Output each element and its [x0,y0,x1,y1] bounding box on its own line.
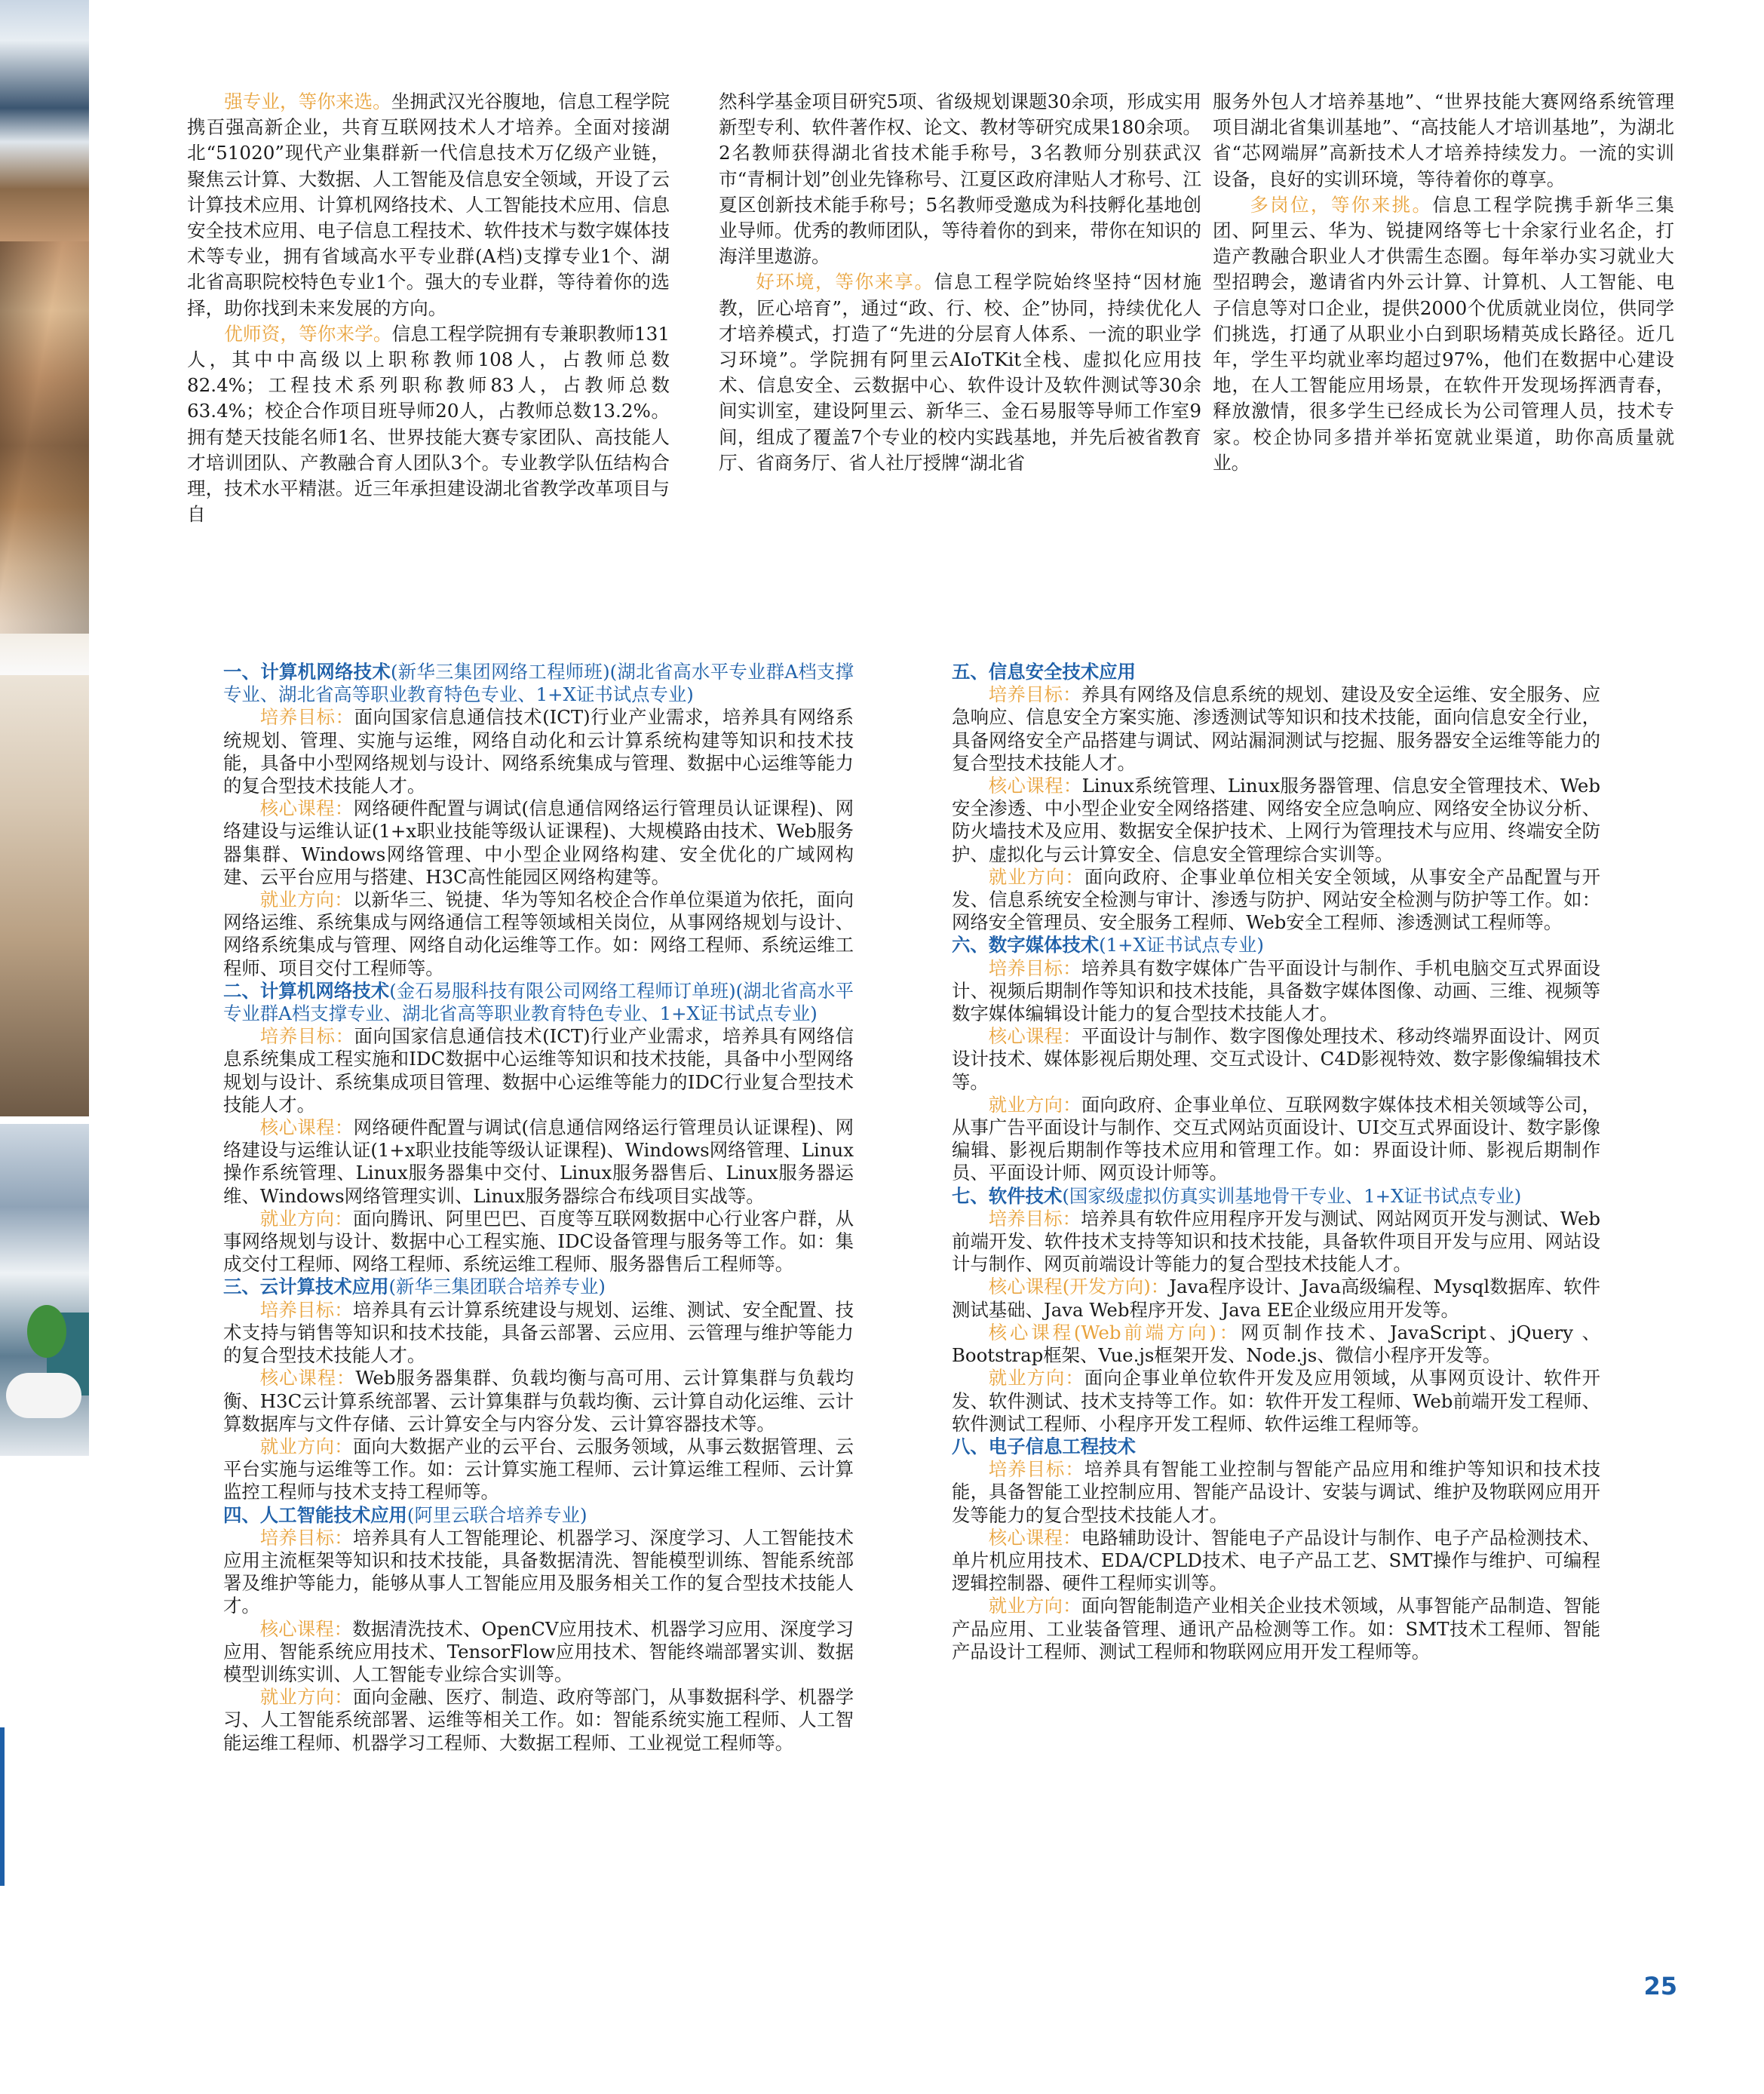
detail-label: 就业方向： [259,1435,353,1457]
major-title: 八、电子信息工程技术 [952,1435,1136,1457]
major-detail [952,1276,1600,1321]
detail-text: Web服务器集群、负载均衡与高可用、云计算集群与负载均衡、H3C云计算系统部署、云计算集群与负载均衡、云计算自动化运维、云计算数据库与文件存储、云计算安全与内容分发、云计算容器技术等。 [223,1367,854,1435]
major-detail [223,797,854,889]
detail-text: 养具有网络及信息系统的规划、建设及安全运维、安全服务、应急响应、信息安全方案实施、渗透测试等知识和技术技能，面向信息安全行业，具备网络安全产品搭建与调试、网站漏洞测试与挖掘、服务器安全运维等能力的复合型技术技能人才。 [952,683,1600,774]
detail-text: 面向政府、企事业单位相关安全领域，从事安全产品配置与开发、信息系统安全检测与审计、渗透与防护、网站安全检测与防护等工作。如：网络安全管理员、安全服务工程师、Web安全工程师、渗透测试工程师等。 [952,865,1600,934]
detail-label: 核心课程： [988,775,1082,797]
detail-text: 数据清洗技术、OpenCV应用技术、机器学习应用、深度学习应用、智能系统应用技术、TensorFlow应用技术、智能终端部署实训、数据模型训练实训、人工智能专业综合实训等。 [223,1617,854,1685]
major-title: 四、人工智能技术应用 [223,1503,407,1526]
detail-text: 网页制作技术、JavaScript、jQuery 、Bootstrap框架、Vue.js框架开发、Node.js、微信小程序开发等。 [952,1321,1600,1367]
major-detail [223,1435,854,1504]
major-detail [223,1367,854,1435]
detail-label: 核心课程： [988,1025,1081,1048]
detail-label: 培养目标： [988,1207,1081,1230]
classroom-interior-photo [0,675,89,1116]
major-detail [223,1527,854,1618]
detail-text: 培养具有云计算系统建设与规划、运维、测试、安全配置、技术支持与销售等知识和技术技能，具备云部署、云应用、云管理与维护等能力的复合型技术技能人才。 [223,1298,854,1367]
major-detail [952,957,1600,1026]
intro-text: 然科学基金项目研究5项、省级规划课题30余项，形成实用新型专利、软件著作权、论文、教材等研究成果180余项。2名教师获得湖北省技术能手称号，3名教师分别获武汉市“青桐计划”创业先锋称号、江夏区政府津贴人才称号、江夏区创新技术能手称号；5名教师受邀成为科技孵化基地创业导师。优秀的教师团队，等待着你的到来，带你在知识的海洋里遨游。 [719,91,1201,268]
detail-label: 核心课程： [988,1526,1081,1549]
major-detail [952,775,1600,866]
detail-text: 面向国家信息通信技术(ICT)行业产业需求，培养具有网络系统规划、管理、实施与运维，网络自动化和云计算系统构建等知识和技术技能，具备中小型网络规划与设计、网络系统集成与管理、数据中心运维等能力的复合型技术技能人才。 [223,706,854,797]
intro-paragraph [1213,89,1674,192]
detail-text: 网络硬件配置与调试(信息通信网络运行管理员认证课程)、网络建设与运维认证(1+x职业技能等级认证课程)、大规模路由技术、Web服务器集群、Windows网络管理、中小型企业网络构建、安全优化的广域网构建、云平台应用与搭建、H3C高性能园区网络构建等。 [223,797,854,888]
detail-text: 面向腾讯、阿里巴巴、百度等互联网数据中心行业客户群，从事网络规划与设计、数据中心工程实施、IDC设备管理与服务等工作。如：集成交付工程师、网络工程师、系统运维工程师、服务器售后工程师等。 [223,1207,854,1276]
major-heading [223,980,854,1025]
intro-paragraph [1213,192,1674,476]
major-heading [952,934,1600,956]
major-detail [952,1458,1600,1527]
detail-text: 面向国家信息通信技术(ICT)行业产业需求，培养具有网络信息系统集成工程实施和IDC数据中心运维等知识和技术技能，具备中小型网络规划与设计、系统集成项目管理、数据中心运维等能力的IDC行业复合型技术技能人才。 [223,1025,854,1116]
major-subtitle: (国家级虚拟仿真实训基地骨干专业、1+X证书试点专业) [1062,1184,1522,1207]
intro-text: 坐拥武汉光谷腹地，信息工程学院携百强高新企业，共育互联网技术人才培养。全面对接湖北“51020”现代产业集群新一代信息技术万亿级产业链，聚焦云计算、大数据、人工智能及信息安全领域，开设了云计算技术应用、计算机网络技术、人工智能技术应用、信息安全技术应用、电子信息工程技术、软件技术与数字媒体技术等专业，拥有省域高水平专业群(A档)支撑专业1个、湖北省高职院校特色专业1个。强大的专业群，等待着你的选择，助你找到未来发展的方向。 [187,91,670,319]
intro-highlight: 强专业，等你来选。 [224,91,391,112]
major-detail [952,1527,1600,1595]
major-title: 七、软件技术 [952,1184,1063,1207]
lounge-interior-photo [0,1124,89,1456]
major-subtitle: (阿里云联合培养专业) [406,1503,587,1526]
detail-label: 就业方向： [988,1595,1081,1617]
major-title: 一、计算机网络技术 [223,661,391,683]
major-detail [952,1094,1600,1185]
detail-text: 平面设计与制作、数字图像处理技术、移动终端界面设计、网页设计技术、媒体影视后期处理、交互式设计、C4D影视特效、数字影像编辑技术等。 [952,1025,1600,1093]
detail-label: 核心课程： [259,1617,353,1640]
major-title: 五、信息安全技术应用 [952,661,1136,683]
intro-highlight: 多岗位，等你来挑。 [1250,193,1433,216]
detail-label: 核心课程： [259,797,354,820]
detail-label: 就业方向： [988,865,1084,888]
detail-label: 就业方向： [259,1207,353,1230]
detail-text: Java程序设计、Java高级编程、Mysql数据库、软件测试基础、Java Web程序开发、Java EE企业级应用开发等。 [952,1276,1600,1321]
campus-landscape-photo [0,0,89,675]
major-heading [952,1185,1600,1208]
major-detail [223,889,854,980]
detail-label: 核心课程： [259,1116,354,1139]
intro-text: 服务外包人才培养基地”、“世界技能大赛网络系统管理项目湖北省集训基地”、“高技能人才培训基地”，为湖北省“芯网端屏”高新技术人才培养持续发力。一流的实训设备，良好的实训环境，等待着你的尊享。 [1213,91,1674,190]
detail-label: 培养目标： [259,1025,354,1048]
detail-label: 就业方向： [259,1686,353,1709]
major-detail [223,1025,854,1116]
detail-label: 培养目标： [259,706,354,729]
major-subtitle: (1+X证书试点专业) [1099,934,1264,956]
major-heading [223,1504,854,1527]
intro-highlight: 优师资，等你来学。 [224,322,392,345]
major-detail [223,1208,854,1276]
detail-label: 就业方向： [259,889,353,911]
detail-label: 核心课程(开发方向)： [988,1276,1170,1298]
detail-label: 核心课程(Web前端方向)： [988,1321,1241,1343]
detail-text: 培养具有智能工业控制与智能产品应用和维护等知识和技术技能，具备智能工业控制应用、智能产品设计、安装与调试、维护及物联网应用开发等能力的复合型技术技能人才。 [952,1458,1600,1526]
intro-column-3 [1213,89,1674,476]
major-heading [223,1276,854,1298]
intro-text: 信息工程学院携手新华三集团、阿里云、华为、锐捷网络等七十余家行业名企，打造产教融合职业人才供需生态圈。每年举办实习就业大型招聘会，邀请省内外云计算、计算机、人工智能、电子信息等对口企业，提供2000个优质就业岗位，供同学们挑选，打通了从职业小白到职场精英成长路径。近几年，学生平均就业率均超过97%，他们在数据中心建设地，在人工智能应用场景，在软件开发现场挥洒青春，释放激情，很多学生已经成长为公司管理人员，技术专家。校企协同多措并举拓宽就业渠道，助你高质量就业。 [1213,193,1674,474]
major-detail [223,1116,854,1208]
detail-text: 面向智能制造产业相关企业技术领域，从事智能产品制造、智能产品应用、工业装备管理、通讯产品检测等工作。如：SMT技术工程师、智能产品设计工程师、测试工程师和物联网应用开发工程师等。 [952,1595,1600,1663]
intro-column-2 [719,89,1201,476]
major-subtitle: (金石易服科技有限公司网络工程师订单班)(湖北省高水平专业群A档支撑专业、湖北省高等职业教育特色专业、1+X证书试点专业) [223,979,854,1025]
major-heading [223,661,854,706]
major-detail [952,1595,1600,1663]
detail-text: 培养具有数字媒体广告平面设计与制作、手机电脑交互式界面设计、视频后期制作等知识和技术技能，具备数字媒体图像、动画、三维、视频等数字媒体编辑设计能力的复合型技术技能人才。 [952,956,1600,1025]
major-detail [223,1618,854,1687]
major-detail [952,1208,1600,1276]
detail-text: 以新华三、锐捷、华为等知名校企合作单位渠道为依托，面向网络运维、系统集成与网络通信工程等领域相关岗位，从事网络规划与设计、网络系统集成与管理、网络自动化运维等工作。如：网络工程师、系统运维工程师、项目交付工程师等。 [223,889,854,979]
detail-text: 面向企事业单位软件开发及应用领域，从事网页设计、软件开发、软件测试、技术支持等工作。如：软件开发工程师、Web前端开发工程师、软件测试工程师、小程序开发工程师、软件运维工程师等。 [952,1367,1600,1435]
detail-label: 培养目标： [988,683,1081,706]
detail-text: Linux系统管理、Linux服务器管理、信息安全管理技术、Web安全渗透、中小型企业安全网络搭建、网络安全应急响应、网络安全协议分析、防火墙技术及应用、数据安全保护技术、上网行为管理技术与应用、终端安全防护、虚拟化与云计算安全、信息安全管理综合实训等。 [952,775,1600,865]
major-detail [952,1322,1600,1367]
intro-paragraph [187,89,670,321]
detail-text: 培养具有软件应用程序开发与测试、网站网页开发与测试、Web前端开发、软件技术支持等知识和技术技能，具备软件项目开发与应用、网站设计与制作、网页前端设计等能力的复合型技术技能人才。 [952,1207,1600,1276]
detail-text: 面向大数据产业的云平台、云服务领域，从事云数据管理、云平台实施与运维等工作。如：云计算实施工程师、云计算运维工程师、云计算监控工程师与技术支持工程师等。 [223,1435,854,1503]
major-heading [952,1435,1600,1458]
major-detail [223,1686,854,1755]
intro-column-1 [187,89,670,527]
major-detail [952,1367,1600,1435]
white-chair [6,1373,81,1418]
majors-right-column [952,661,1600,1663]
major-title: 三、云计算技术应用 [223,1276,389,1298]
major-subtitle: (新华三集团网络工程师班)(湖北省高水平专业群A档支撑专业、湖北省高等职业教育特色专业、1+X证书试点专业) [223,661,854,706]
intro-text: 信息工程学院拥有专兼职教师131人，其中中高级以上职称教师108人，占教师总数82.4%；工程技术系列职称教师83人，占教师总数63.4%；校企合作项目班导师20人，占教师总数13.2%。拥有楚天技能名师1名、世界技能大赛专家团队、高技能人才培训团队、产教融合育人团队3个。专业教学队伍结构合理，技术水平精湛。近三年承担建设湖北省教学改革项目与自 [187,322,670,526]
detail-text: 面向金融、医疗、制造、政府等部门，从事数据科学、机器学习、人工智能系统部署、运维等相关工作。如：智能系统实施工程师、人工智能运维工程师、机器学习工程师、大数据工程师、工业视觉工程师等。 [223,1686,854,1754]
intro-paragraph [187,321,670,528]
detail-text: 培养具有人工智能理论、机器学习、深度学习、人工智能技术应用主流框架等知识和技术技能，具备数据清洗、智能模型训练、智能系统部署及维护等能力，能够从事人工智能应用及服务相关工作的复合型技术技能人才。 [223,1526,854,1617]
detail-text: 面向政府、企事业单位、互联网数字媒体技术相关领域等公司，从事广告平面设计与制作、交互式网站页面设计、UI交互式界面设计、数字影像编辑、影视后期制作等技术应用和管理工作。如：界面设计师、影视后期制作员、平面设计师、网页设计师等。 [952,1093,1600,1184]
side-accent-bar [0,1727,5,1886]
detail-label: 培养目标： [259,1298,353,1321]
major-detail [952,1025,1600,1094]
detail-label: 培养目标： [259,1526,353,1549]
intro-highlight: 好环境，等你来享。 [756,271,934,293]
major-subtitle: (新华三集团联合培养专业) [388,1276,606,1298]
major-heading [952,661,1600,683]
major-detail [223,706,854,797]
major-detail [223,1299,854,1368]
detail-label: 培养目标： [988,1458,1084,1481]
detail-label: 培养目标： [988,956,1081,979]
intro-text: 信息工程学院始终坚持“因材施教，匠心培育”，通过“政、行、校、企”协同，持续优化人才培养模式，打造了“先进的分层育人体系、一流的职业学习环境”。学院拥有阿里云AIoTKit全栈、虚拟化应用技术、信息安全、云数据中心、软件设计及软件测试等30余间实训室，建设阿里云、新华三、金石易服等导师工作室9间，组成了覆盖7个专业的校内实践基地，并先后被省教育厅、省商务厅、省人社厅授牌“湖北省 [719,271,1201,474]
page-number: 25 [1643,1972,1677,2000]
major-detail [952,866,1600,935]
detail-label: 就业方向： [988,1093,1081,1116]
potted-plant [27,1305,66,1358]
major-title: 二、计算机网络技术 [223,979,390,1002]
intro-paragraph [719,269,1201,476]
majors-left-column [223,661,854,1755]
major-detail [952,683,1600,775]
detail-text: 网络硬件配置与调试(信息通信网络运行管理员认证课程)、网络建设与运维认证(1+x职业技能等级认证课程)、Windows网络管理、Linux操作系统管理、Linux服务器集中交付、Linux服务器售后、Linux服务器运维、Windows网络管理实训、Linux服务器综合布线项目实战等。 [223,1116,854,1207]
detail-label: 就业方向： [988,1367,1084,1389]
detail-label: 核心课程： [259,1367,356,1389]
intro-paragraph [719,89,1201,269]
major-title: 六、数字媒体技术 [952,934,1100,956]
detail-text: 电路辅助设计、智能电子产品设计与制作、电子产品检测技术、单片机应用技术、EDA/CPLD技术、电子产品工艺、SMT操作与维护、可编程逻辑控制器、硬件工程师实训等。 [952,1526,1600,1595]
side-photo-strip [0,0,89,2094]
